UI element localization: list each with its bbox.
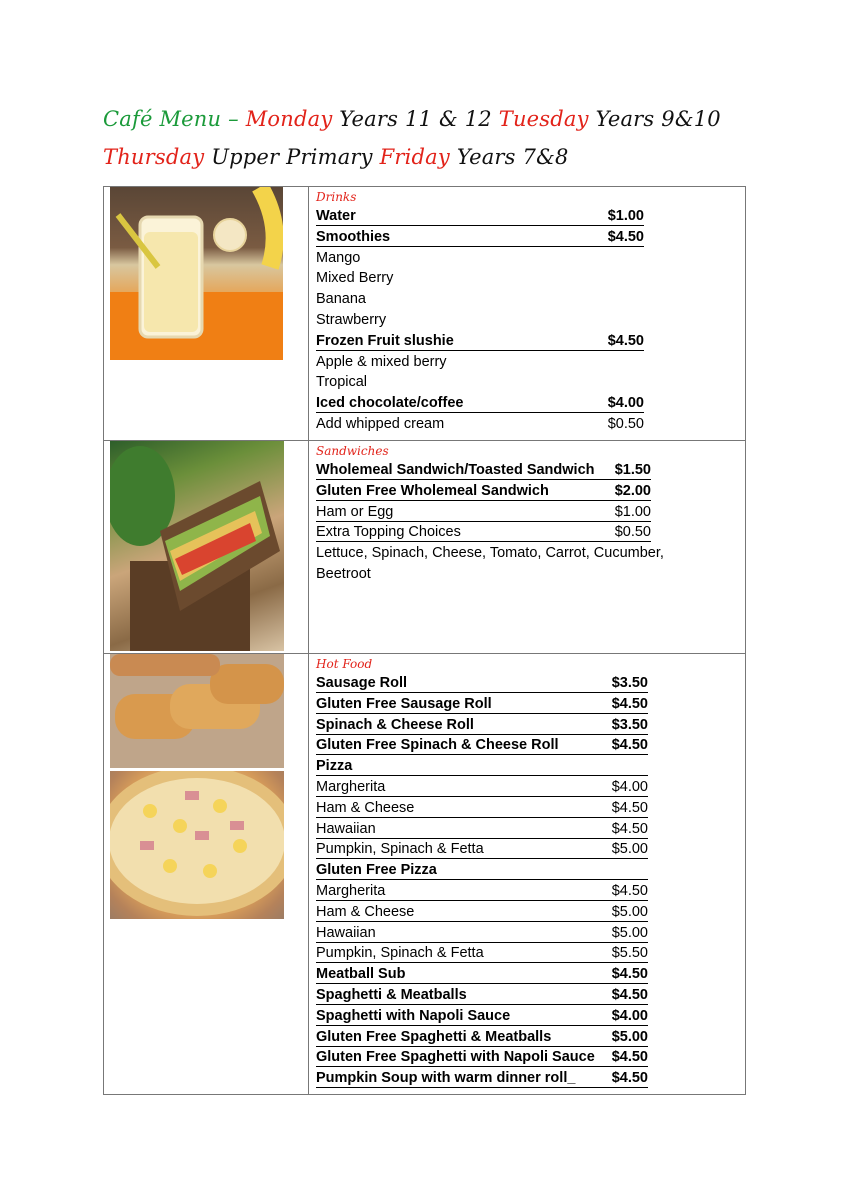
menu-item-row bbox=[316, 523, 651, 542]
menu-item bbox=[316, 985, 745, 1006]
menu-item-row bbox=[316, 414, 644, 435]
menu-item-name: Spaghetti with Napoli Sauce bbox=[316, 1007, 511, 1024]
menu-item-row bbox=[316, 840, 648, 859]
menu-item bbox=[316, 310, 745, 331]
menu-item-name: Tropical bbox=[316, 374, 368, 391]
menu-item-price: $4.50 bbox=[611, 799, 648, 816]
menu-item-name: Frozen Fruit slushie bbox=[316, 332, 454, 349]
menu-item-name: Wholemeal Sandwich/Toasted Sandwich bbox=[316, 462, 595, 478]
menu-item bbox=[316, 819, 745, 840]
smoothie-image bbox=[110, 187, 283, 360]
menu-item bbox=[316, 756, 745, 777]
menu-item-name: Pumpkin, Spinach & Fetta bbox=[316, 841, 484, 858]
title-part: Upper Primary bbox=[204, 145, 380, 169]
menu-item bbox=[316, 777, 745, 798]
menu-item-price: $4.50 bbox=[611, 737, 648, 754]
menu-item-price: $0.50 bbox=[607, 415, 644, 432]
menu-item-price: $1.00 bbox=[607, 208, 644, 224]
menu-item bbox=[316, 268, 745, 289]
menu-item-row bbox=[316, 716, 648, 735]
title-part: Monday bbox=[245, 107, 333, 131]
menu-item bbox=[316, 694, 745, 715]
menu-item-row bbox=[316, 289, 366, 310]
menu-item-price: $5.00 bbox=[611, 924, 648, 941]
menu-item-row bbox=[316, 882, 648, 901]
menu-item-price: $4.50 bbox=[611, 882, 648, 899]
menu-item-price: $4.00 bbox=[611, 778, 648, 795]
menu-item-price: $5.00 bbox=[611, 841, 648, 858]
menu-item bbox=[316, 206, 745, 227]
menu-item bbox=[316, 352, 745, 373]
menu-item-price: $4.50 bbox=[611, 820, 648, 837]
menu-item-row bbox=[316, 1028, 648, 1047]
menu-item bbox=[316, 414, 745, 435]
menu-item-name: Gluten Free Sausage Roll bbox=[316, 695, 492, 712]
menu-item-name: Mango bbox=[316, 249, 361, 266]
menu-item-row bbox=[316, 482, 651, 501]
menu-item bbox=[316, 902, 745, 923]
menu-item-name: Hawaiian bbox=[316, 820, 376, 837]
menu-item-row bbox=[316, 820, 648, 839]
title-part: Friday bbox=[379, 145, 450, 169]
menu-item bbox=[316, 839, 745, 860]
menu-item bbox=[316, 881, 745, 902]
title-part: Years 11 & 12 bbox=[332, 107, 499, 131]
menu-item-row bbox=[316, 695, 648, 714]
menu-item-row bbox=[316, 736, 648, 755]
menu-item-price: $3.50 bbox=[611, 716, 648, 733]
menu-item bbox=[316, 1068, 745, 1089]
menu-item-price: $0.50 bbox=[614, 524, 651, 541]
menu-item-row bbox=[316, 332, 644, 351]
menu-item-name: Gluten Free Wholemeal Sandwich bbox=[316, 482, 549, 499]
menu-item-name: Banana bbox=[316, 291, 366, 308]
menu-item-price: $4.50 bbox=[611, 1070, 648, 1087]
menu-title bbox=[103, 100, 743, 176]
menu-item-row bbox=[316, 372, 367, 393]
menu-item-row bbox=[316, 924, 648, 943]
sandwiches-section bbox=[309, 441, 746, 654]
menu-item-row bbox=[316, 965, 648, 984]
menu-item bbox=[316, 964, 745, 985]
menu-item bbox=[316, 923, 745, 944]
menu-item-row bbox=[316, 986, 648, 1005]
sausage-rolls-image bbox=[110, 654, 284, 768]
drinks-list bbox=[316, 206, 745, 435]
menu-item: Lettuce, Spinach, Cheese, Tomato, Carrot, Cucumber, Beetroot bbox=[316, 545, 664, 583]
menu-item bbox=[316, 393, 745, 414]
section-title-sandwiches: Sandwiches bbox=[316, 444, 389, 458]
title-part: Years 7&8 bbox=[449, 145, 569, 169]
menu-item bbox=[316, 481, 745, 502]
menu-item bbox=[316, 860, 745, 881]
menu-item-name: Spaghetti & Meatballs bbox=[316, 986, 467, 1003]
menu-item-row bbox=[316, 310, 386, 331]
menu-item-name: Smoothies bbox=[316, 228, 391, 245]
menu-item-row bbox=[316, 268, 393, 289]
menu-item-price: $4.50 bbox=[611, 966, 648, 983]
menu-item-price: $1.50 bbox=[614, 462, 651, 478]
menu-item-name: Gluten Free Spaghetti & Meatballs bbox=[316, 1028, 552, 1045]
menu-item-price: $3.50 bbox=[611, 675, 648, 691]
menu-item bbox=[316, 943, 745, 964]
menu-item bbox=[316, 1006, 745, 1027]
menu-item-row bbox=[316, 1007, 648, 1026]
menu-item bbox=[316, 673, 745, 694]
menu-item-name: Spinach & Cheese Roll bbox=[316, 716, 474, 733]
menu-item bbox=[316, 1047, 745, 1068]
menu-item-row bbox=[316, 903, 648, 922]
section-title-hot-food: Hot Food bbox=[316, 657, 373, 671]
hot-food-section bbox=[309, 654, 746, 1095]
menu-item bbox=[316, 372, 745, 393]
menu-item-row bbox=[316, 799, 648, 818]
menu-item-row bbox=[316, 228, 644, 247]
menu-item-name: Extra Topping Choices bbox=[316, 524, 461, 541]
drinks-section bbox=[309, 187, 746, 441]
menu-item bbox=[316, 460, 745, 481]
menu-item-price: $4.50 bbox=[611, 1049, 648, 1066]
menu-item-name: Strawberry bbox=[316, 311, 387, 328]
menu-item-row bbox=[316, 674, 648, 693]
menu-item bbox=[316, 735, 745, 756]
menu-item-name: Gluten Free Spinach & Cheese Roll bbox=[316, 737, 559, 754]
menu-item-price: $1.00 bbox=[614, 503, 651, 520]
menu-item-name: Margherita bbox=[316, 778, 386, 795]
menu-item bbox=[316, 248, 745, 269]
menu-item-price: $4.00 bbox=[611, 1007, 648, 1024]
sandwich-image bbox=[110, 441, 284, 651]
section-title-drinks: Drinks bbox=[316, 190, 357, 204]
menu-item bbox=[316, 798, 745, 819]
title-part: Tuesday bbox=[498, 107, 589, 131]
menu-item-name: Pumpkin Soup with warm dinner roll_ bbox=[316, 1070, 576, 1087]
menu-item bbox=[316, 1027, 745, 1048]
menu-item-price: $4.50 bbox=[611, 695, 648, 712]
menu-item-row bbox=[316, 778, 648, 797]
menu-item-name: Pizza bbox=[316, 758, 353, 775]
menu-item-row bbox=[316, 1069, 648, 1088]
menu-item-name: Ham or Egg bbox=[316, 503, 394, 520]
menu-item-name: Margherita bbox=[316, 882, 386, 899]
menu-item-name: Pumpkin, Spinach & Fetta bbox=[316, 945, 484, 962]
menu-item bbox=[316, 715, 745, 736]
sandwiches-list bbox=[316, 460, 745, 585]
menu-item-price: $4.00 bbox=[607, 395, 644, 412]
menu-item-row bbox=[316, 461, 651, 480]
menu-item-name: Meatball Sub bbox=[316, 966, 406, 983]
title-part: Café Menu – bbox=[103, 107, 246, 131]
menu-item bbox=[316, 522, 745, 543]
menu-item-price: $5.00 bbox=[611, 903, 648, 920]
menu-item-price: $5.00 bbox=[611, 1028, 648, 1045]
title-part: Thursday bbox=[103, 145, 205, 169]
menu-item-price: $4.50 bbox=[607, 228, 644, 245]
title-part: Years 9&10 bbox=[588, 107, 728, 131]
menu-item-row bbox=[316, 352, 447, 373]
menu-item-name: Ham & Cheese bbox=[316, 903, 415, 920]
menu-item-row bbox=[316, 207, 644, 226]
menu-item bbox=[316, 227, 745, 248]
hot-food-list bbox=[316, 673, 745, 1089]
menu-item-name: Water bbox=[316, 208, 356, 224]
menu-item-row bbox=[316, 944, 648, 963]
pizza-image bbox=[110, 771, 284, 919]
menu-item-price: $2.00 bbox=[614, 482, 651, 499]
menu-item-row bbox=[316, 1048, 648, 1067]
menu-item-name: Add whipped cream bbox=[316, 415, 445, 432]
menu-item-price: $4.50 bbox=[611, 986, 648, 1003]
menu-item-name: Apple & mixed berry bbox=[316, 353, 447, 370]
menu-item-name: Iced chocolate/coffee bbox=[316, 395, 464, 412]
menu-item-price: $4.50 bbox=[607, 332, 644, 349]
menu-item bbox=[316, 289, 745, 310]
menu-item-row bbox=[316, 394, 644, 413]
menu-item-price: $5.50 bbox=[611, 945, 648, 962]
menu-item-row bbox=[316, 757, 648, 776]
menu-item-name: Gluten Free Pizza bbox=[316, 862, 437, 879]
menu-item bbox=[316, 502, 745, 523]
menu-item-name: Hawaiian bbox=[316, 924, 376, 941]
menu-item bbox=[316, 331, 745, 352]
menu-item-row bbox=[316, 248, 360, 269]
menu-item-name: Mixed Berry bbox=[316, 270, 394, 287]
menu-item-name: Sausage Roll bbox=[316, 675, 408, 691]
menu-item-row bbox=[316, 861, 648, 880]
menu-item-name: Gluten Free Spaghetti with Napoli Sauce bbox=[316, 1049, 595, 1066]
menu-item-row bbox=[316, 503, 651, 522]
menu-item-name: Ham & Cheese bbox=[316, 799, 415, 816]
